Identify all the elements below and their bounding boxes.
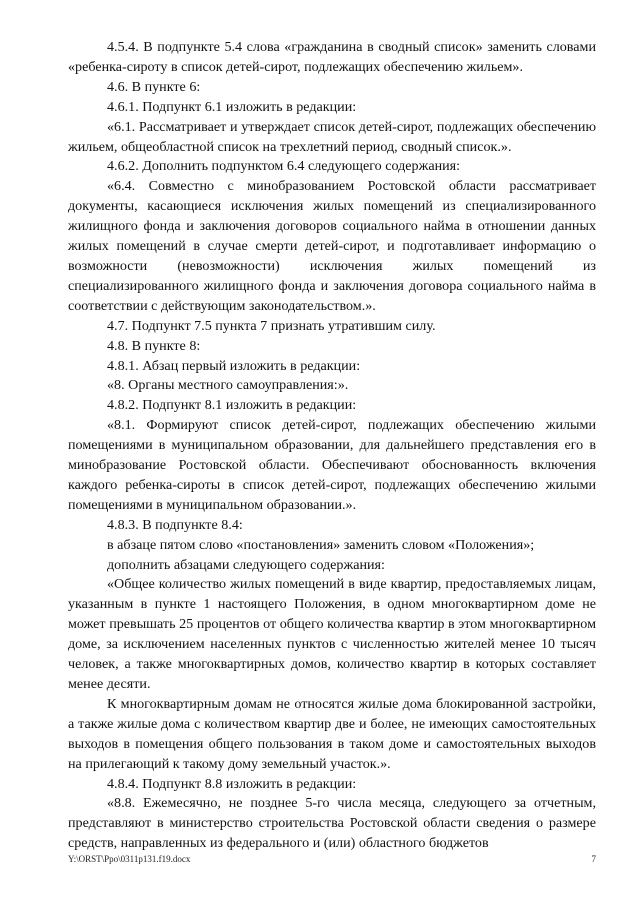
paragraph: 4.8. В пункте 8: — [107, 337, 201, 354]
paragraph: в абзаце пятом слово «постановления» заменить словом «Положения»; — [107, 536, 535, 553]
paragraph: 4.6.2. Дополнить подпунктом 6.4 следующего содержания: — [107, 158, 461, 175]
paragraph: 4.7. Подпункт 7.5 пункта 7 признать утратившим силу. — [107, 317, 436, 334]
file-path: Y:\ORST\Ppo\0311p131.f19.docx — [68, 854, 191, 864]
paragraph: 4.8.4. Подпункт 8.8 изложить в редакции: — [107, 775, 357, 792]
paragraph: 4.8.3. В подпункте 8.4: — [107, 516, 243, 533]
page-number: 7 — [591, 854, 596, 864]
paragraph: «6.4. Совместно с минобразованием Ростовской области рассматривает документы, касающиеся исключения жилых помещений из специализированного жилищного фонда и заключения договоров социального найма в отношении данных жилых помещений в случае смерти детей-сирот, и подготавливает информацию о возможности (невозможности) исключения жилых помещений из специализированного жилищного фонда и заключения договора социального найма в соответствии с действующим законодательством.». — [68, 178, 596, 314]
paragraph: 4.8.1. Абзац первый изложить в редакции: — [107, 357, 361, 374]
paragraph: «8. Органы местного самоуправления:». — [107, 377, 349, 394]
paragraph: 4.6. В пункте 6: — [107, 78, 201, 95]
paragraph: «Общее количество жилых помещений в виде квартир, предоставляемых лицам, указанным в пункте 1 настоящего Положения, в одном многоквартирном доме не может превышать 25 процентов от общего количества квартир в этом многоквартирном доме, за исключением населенных пунктов с численностью жителей менее 10 тысяч человек, а также многоквартирных домов, количество квартир в которых составляет менее десяти. — [68, 576, 596, 692]
paragraph: «6.1. Рассматривает и утверждает список детей-сирот, подлежащих обеспечению жильем, общеобластной список на трехлетний период, сводный список.». — [68, 118, 596, 155]
paragraph: К многоквартирным домам не относятся жилые дома блокированной застройки, а также жилые дома с количеством квартир две и более, не имеющих самостоятельных выходов в помещения общего пользования в таком доме и самостоятельных выходов на прилегающий к такому дому земельный участок.». — [68, 695, 596, 772]
paragraph: «8.1. Формируют список детей-сирот, подлежащих обеспечению жилыми помещениями в муниципальном образовании, для дальнейшего представления его в минобразование Ростовской области. Обеспечивают обоснованность включения каждого ребенка-сироты в список детей-сирот, подлежащих обеспечению жилыми помещениями в муниципальном образовании.». — [68, 417, 596, 513]
paragraph: 4.8.2. Подпункт 8.1 изложить в редакции: — [107, 397, 357, 414]
document-body — [68, 38, 596, 854]
paragraph: 4.5.4. В подпункте 5.4 слова «гражданина в сводный список» заменить словами «ребенка-сироту в список детей-сирот, подлежащих обеспечению жильем». — [68, 39, 596, 75]
paragraph: дополнить абзацами следующего содержания: — [107, 556, 385, 573]
paragraph: 4.6.1. Подпункт 6.1 изложить в редакции: — [107, 98, 357, 115]
paragraph: «8.8. Ежемесячно, не позднее 5-го числа месяца, следующего за отчетным, представляют в министерство строительства Ростовской области сведения о размере средств, направленных из федерального и (или) областного бюджетов — [68, 795, 596, 852]
